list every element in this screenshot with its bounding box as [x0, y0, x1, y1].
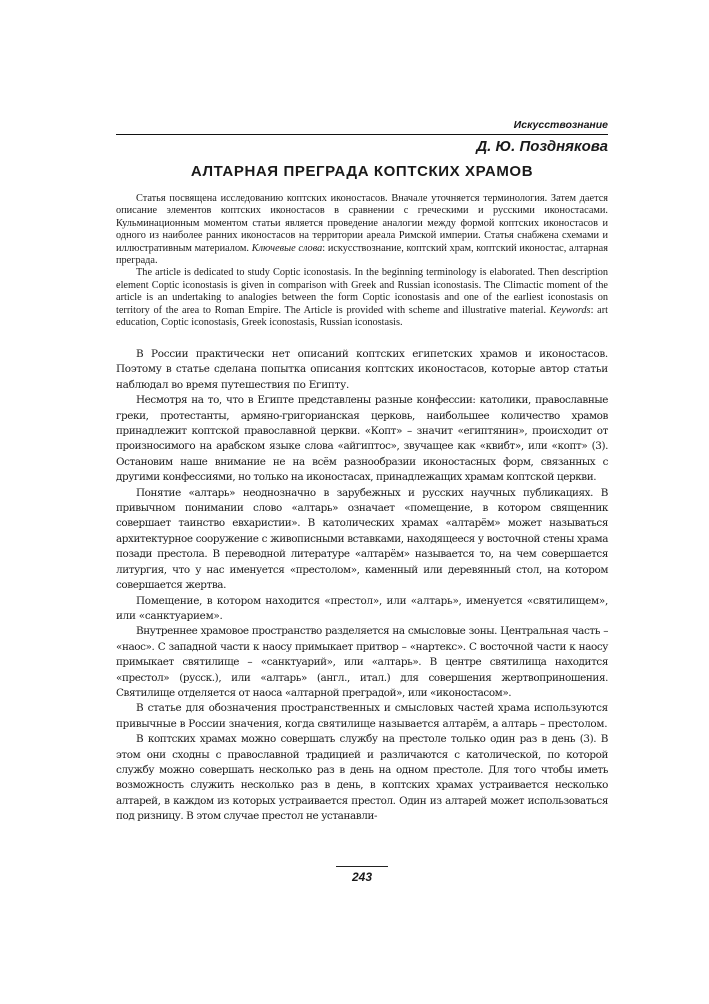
abstract-en-text: The article is dedicated to study Coptic iconostasis. In the beginning terminology is elaborated. Then description element Coptic iconostasis is given in comparison with Greek and Russian iconostasis. The Climactic moment of the article is an undertaking to analogies between the form Coptic iconostasis and one of the earliest iconostasis on territory of the area to Roman Empire. The Article is provided with scheme and illustrative material.	[116, 267, 608, 316]
abstract	[116, 193, 608, 329]
keywords-ru-label: Ключевые слова	[251, 242, 323, 254]
body-paragraph: В России практически нет описаний коптских египетских храмов и иконостасов. Поэтому в статье сделана попытка описания коптских иконостасов, которые автор статьи наблюдал во время путешествия по Египту.	[116, 348, 608, 391]
abstract-ru	[116, 193, 608, 267]
body-paragraph: В коптских храмах можно совершать службу на престоле только один раз в день (3). В этом они сходны с православной традицией и различаются с католической, по которой службу можно совершать несколько раз в день на одном престоле. Для того чтобы иметь возможность служить несколько раз в день, в коптских храмах устраивается несколько алтарей, в каждом из которых устраивается престол. Один из алтарей может использоваться под ризницу. В этом случае престол не устанавли-	[116, 733, 608, 823]
body-paragraph: В статье для обозначения пространственных и смысловых частей храма используются привычные в России значения, когда святилище называется алтарём, а алтарь – престолом.	[116, 702, 608, 730]
body-paragraph: Несмотря на то, что в Египте представлены разные конфессии: католики, православные греки, протестанты, армяно-григорианская церковь, наибольшее количество храмов принадлежит коптской православной церкви. «Копт» – значит «египтянин», происходит от произносимого на арабском языке слова «айгиптос», звучащее как «квибт», или «копт» (3). Остановим наше внимание не на всём разнообразии иконостасных форм, связанных с другими конфессиями, но только на иконостасах, принадлежащих храмам коптской церкви.	[116, 394, 608, 484]
body-paragraph: Внутреннее храмовое пространство разделяется на смысловые зоны. Центральная часть – «наос». С западной части к наосу примыкает притвор – «нартекс». С восточной части к наосу примыкает святилище – «санктуарий», или «алтарь». В центре святилища находится «престол» (русск.), или «алтарь» (англ., итал.) для совершения жертвоприношения. Святилище отделяется от наоса «алтарной преградой», или «иконостасом».	[116, 625, 608, 699]
page-number: 243	[351, 870, 373, 884]
abstract-ru-text: Статья посвящена исследованию коптских иконостасов. Вначале уточняется терминология. Затем дается описание элементов коптских иконостасов в сравнении с греческими и русскими иконостасами. Кульминационным моментом статьи является проведение аналогии между формой коптских иконостасов и одного из наиболее ранних иконостасов на территории ареала Римской империи. Статья снабжена схемами и иллюстративным материалом.	[116, 193, 608, 254]
article-title: АЛТАРНАЯ ПРЕГРАДА КОПТСКИХ ХРАМОВ	[190, 163, 534, 180]
body-paragraph: Понятие «алтарь» неоднозначно в зарубежных и русских научных публикациях. В привычном понимании слово «алтарь» означает «помещение, в котором священник совершает таинство евхаристии». В католических храмах «алтарём» может называться архитектурное сооружение с живописными вставками, находящееся у восточной стены храма позади престола. В переводной литературе «алтарём» называется то, на чем совершается литургия, что у нас именуется «престолом», каменный или деревянный стол, на котором совершается жертва.	[116, 486, 608, 592]
abstract-en	[116, 267, 608, 329]
footer-rule	[336, 866, 388, 867]
section-label: Искусствознание	[513, 119, 608, 131]
header-rule	[116, 134, 608, 135]
article-body	[116, 347, 608, 825]
keywords-en-label: Keywords	[549, 304, 591, 316]
keywords-ru: : искусствознание, коптский храм, коптский иконостас, алтарная преграда.	[116, 242, 608, 267]
keywords-en: : art education, Coptic iconostasis, Greek iconostasis, Russian iconostasis.	[116, 304, 608, 329]
body-paragraph: Помещение, в котором находится «престол», или «алтарь», именуется «святилищем», или «санктуарием».	[116, 594, 608, 622]
author-name: Д. Ю. Позднякова	[476, 138, 608, 155]
